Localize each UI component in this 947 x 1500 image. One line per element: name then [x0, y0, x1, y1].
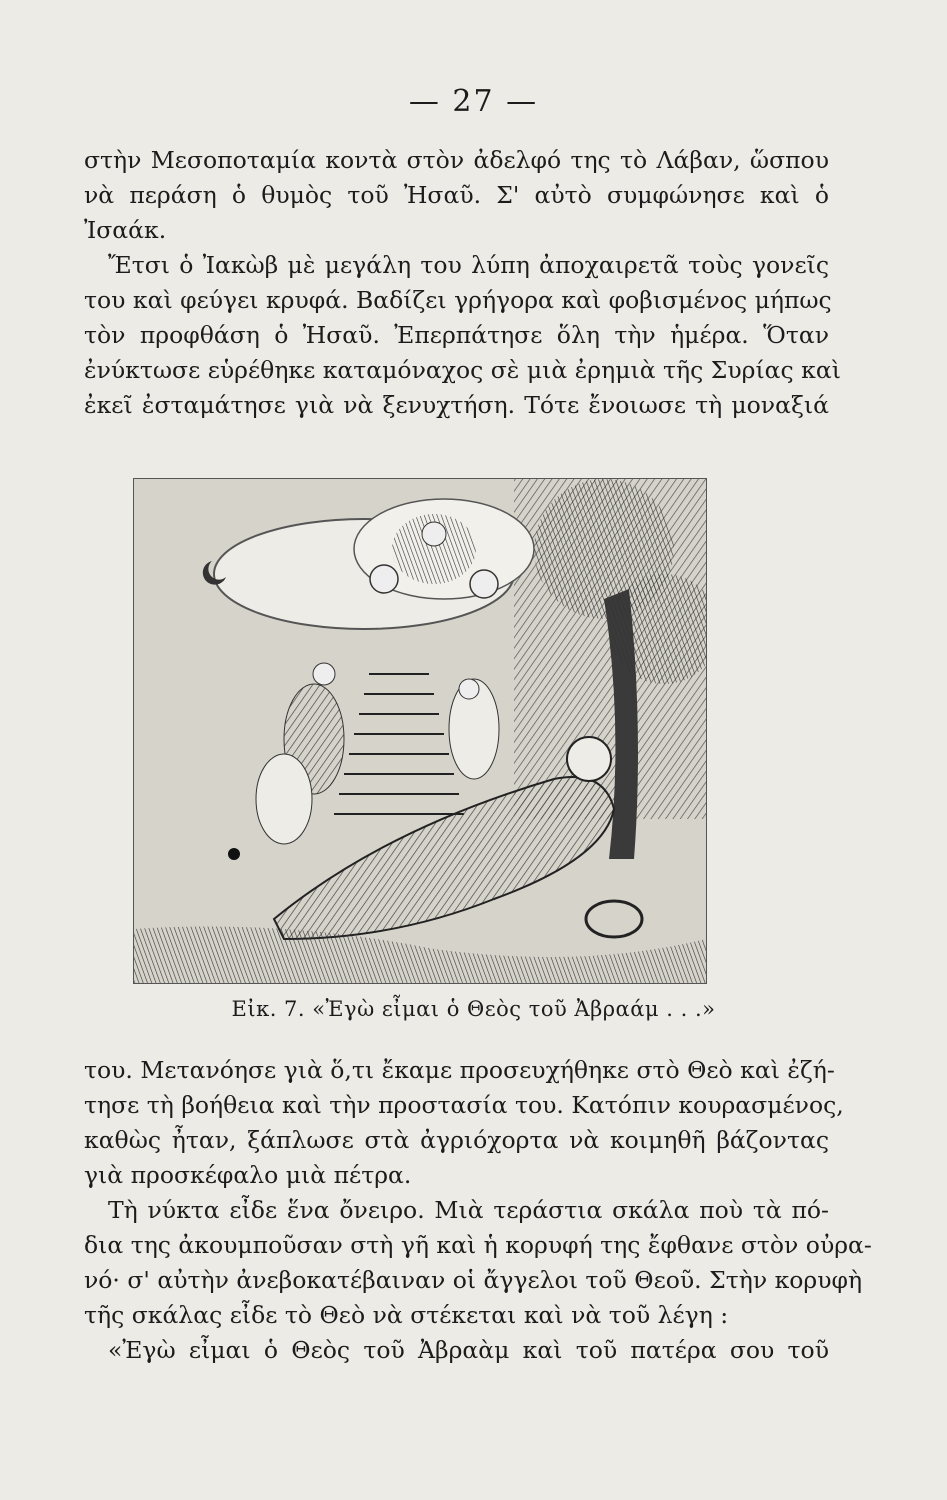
body-text-top [84, 143, 841, 423]
engraving-illustration [134, 479, 706, 983]
engraving-jacobs-ladder [133, 478, 707, 984]
text-line: ἐκεῖ ἐσταμάτησε γιὰ νὰ ξενυχτήση. Τότε ἔνοιωσε τὴ μοναξιά [84, 391, 829, 419]
text-line: Τὴ νύκτα εἶδε ἕνα ὄνειρο. Μιὰ τεράστια σκάλα ποὺ τὰ πό- [108, 1196, 829, 1224]
page-number: — 27 — [408, 84, 539, 119]
text-line: του. Μετανόησε γιὰ ὅ,τι ἔκαμε προσευχήθηκε στὸ Θεὸ καὶ ἐζή- [84, 1056, 835, 1084]
text-line: τὸν προφθάση ὁ Ἠσαῦ. Ἐπερπάτησε ὅλη τὴν ἡμέρα. Ὅταν [84, 321, 829, 349]
text-line: στὴν Μεσοποταμία κοντὰ στὸν ἀδελφό της τὸ Λάβαν, ὥσπου [84, 146, 829, 174]
text-line: νὰ περάση ὁ θυμὸς τοῦ Ἠσαῦ. Σ' αὐτὸ συμφώνησε καὶ ὁ [84, 181, 829, 209]
text-line: τῆς σκάλας εἶδε τὸ Θεὸ νὰ στέκεται καὶ νὰ τοῦ λέγη : [84, 1301, 729, 1329]
text-line: τησε τὴ βοήθεια καὶ τὴν προστασία του. Κατόπιν κουρασμένος, [84, 1091, 844, 1119]
text-line: καθὼς ἦταν, ξάπλωσε στὰ ἀγριόχορτα νὰ κοιμηθῆ βάζοντας [84, 1126, 829, 1154]
text-line: του καὶ φεύγει κρυφά. Βαδίζει γρήγορα καὶ φοβισμένος μήπως [84, 286, 832, 314]
text-line: νό· σ' αὐτὴν ἀνεβοκατέβαιναν οἱ ἄγγελοι τοῦ Θεοῦ. Στὴν κορυφὴ [84, 1266, 863, 1294]
text-line: Ἔτσι ὁ Ἰακὼβ μὲ μεγάλη του λύπη ἀποχαιρετᾶ τοὺς γονεῖς [108, 251, 829, 279]
body-text-bottom [84, 1053, 872, 1368]
text-line: «Ἐγὼ εἶμαι ὁ Θεὸς τοῦ Ἀβραὰμ καὶ τοῦ πατέρα σου τοῦ [108, 1336, 829, 1364]
text-line: ἐνύκτωσε εὑρέθηκε καταμόναχος σὲ μιὰ ἐρημιὰ τῆς Συρίας καὶ [84, 356, 841, 384]
text-line: γιὰ προσκέφαλο μιὰ πέτρα. [84, 1161, 412, 1189]
text-line: Ἰσαάκ. [84, 216, 167, 244]
figure-caption: Εἰκ. 7. «Ἐγὼ εἶμαι ὁ Θεὸς τοῦ Ἀβραάμ . . .» [231, 997, 716, 1021]
text-line: δια της ἀκουμποῦσαν στὴ γῆ καὶ ἡ κορυφή της ἔφθανε στὸν οὐρα- [84, 1231, 872, 1259]
